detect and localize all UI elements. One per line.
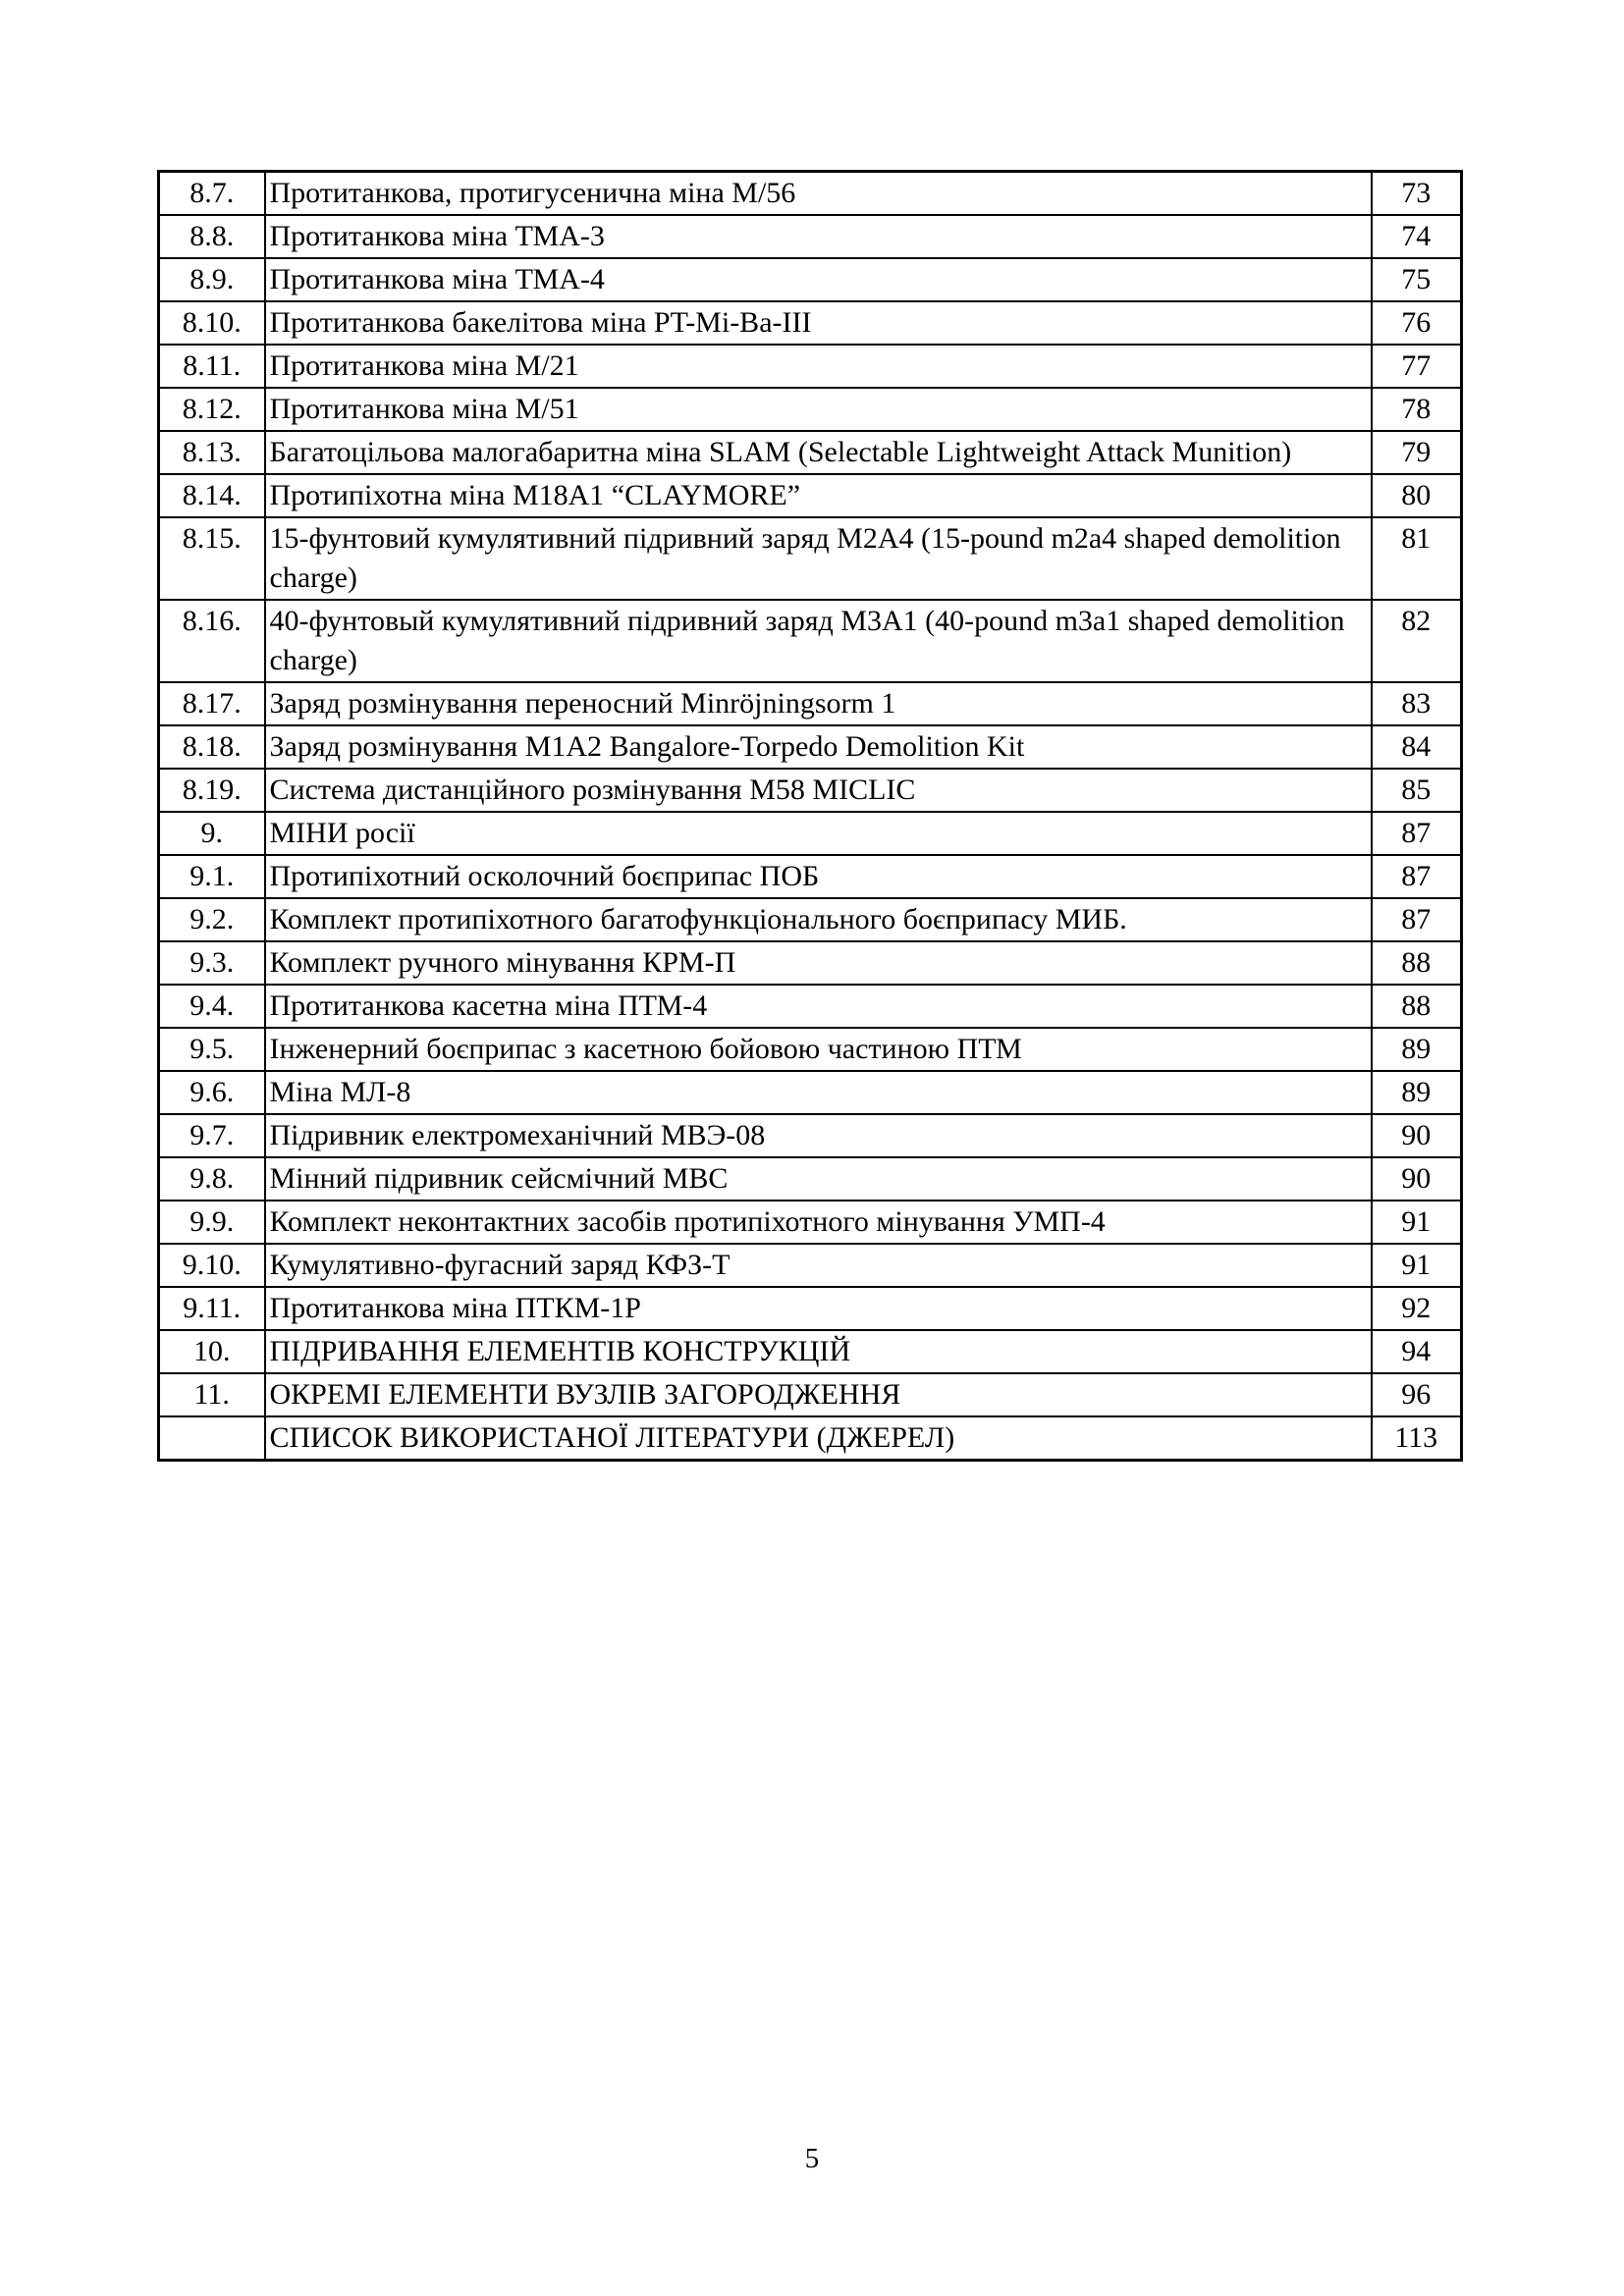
section-page: 83 bbox=[1372, 682, 1462, 725]
section-number: 9.11. bbox=[159, 1287, 265, 1330]
section-page: 88 bbox=[1372, 941, 1462, 985]
section-title: ОКРЕМІ ЕЛЕМЕНТИ ВУЗЛІВ ЗАГОРОДЖЕННЯ bbox=[265, 1373, 1372, 1416]
section-page: 80 bbox=[1372, 474, 1462, 517]
section-number: 9.4. bbox=[159, 985, 265, 1028]
section-number bbox=[159, 1416, 265, 1461]
section-page: 82 bbox=[1372, 600, 1462, 682]
section-title: Протипіхотна міна М18А1 “CLAYMORE” bbox=[265, 474, 1372, 517]
section-title: ПІДРИВАННЯ ЕЛЕМЕНТІВ КОНСТРУКЦІЙ bbox=[265, 1330, 1372, 1373]
section-number: 9.6. bbox=[159, 1071, 265, 1114]
section-title: Комплект протипіхотного багатофункціонального боєприпасу МИБ. bbox=[265, 898, 1372, 941]
section-number: 9. bbox=[159, 812, 265, 855]
section-page: 90 bbox=[1372, 1114, 1462, 1157]
section-number: 11. bbox=[159, 1373, 265, 1416]
section-page: 87 bbox=[1372, 812, 1462, 855]
toc-row bbox=[159, 345, 1462, 388]
section-page: 92 bbox=[1372, 1287, 1462, 1330]
section-page: 96 bbox=[1372, 1373, 1462, 1416]
section-number: 8.11. bbox=[159, 345, 265, 388]
section-number: 8.16. bbox=[159, 600, 265, 682]
toc-row bbox=[159, 769, 1462, 812]
toc-row bbox=[159, 1373, 1462, 1416]
section-page: 73 bbox=[1372, 172, 1462, 216]
section-number: 9.3. bbox=[159, 941, 265, 985]
section-page: 90 bbox=[1372, 1157, 1462, 1201]
section-number: 8.14. bbox=[159, 474, 265, 517]
section-title: Протитанкова бакелітова міна PT-Mi-Ba-III bbox=[265, 301, 1372, 345]
section-number: 9.1. bbox=[159, 855, 265, 898]
section-number: 8.12. bbox=[159, 388, 265, 431]
section-number: 8.17. bbox=[159, 682, 265, 725]
section-title: Протипіхотний осколочний боєприпас ПОБ bbox=[265, 855, 1372, 898]
section-page: 79 bbox=[1372, 431, 1462, 474]
toc-row bbox=[159, 474, 1462, 517]
toc-row bbox=[159, 1416, 1462, 1461]
section-page: 85 bbox=[1372, 769, 1462, 812]
section-number: 8.13. bbox=[159, 431, 265, 474]
section-page: 87 bbox=[1372, 898, 1462, 941]
section-title: Протитанкова міна М/51 bbox=[265, 388, 1372, 431]
section-page: 91 bbox=[1372, 1201, 1462, 1244]
section-title: Комплект неконтактних засобів протипіхотного мінування УМП-4 bbox=[265, 1201, 1372, 1244]
toc-row bbox=[159, 301, 1462, 345]
section-page: 113 bbox=[1372, 1416, 1462, 1461]
section-title: Заряд розмінування переносний Minröjningsorm 1 bbox=[265, 682, 1372, 725]
section-title: 15-фунтовий кумулятивний підривний заряд М2А4 (15-pound m2a4 shaped demolition charge) bbox=[265, 517, 1372, 600]
section-title: Заряд розмінування М1А2 Bangalore-Torpedo Demolition Kit bbox=[265, 725, 1372, 769]
section-number: 8.10. bbox=[159, 301, 265, 345]
section-title: СПИСОК ВИКОРИСТАНОЇ ЛІТЕРАТУРИ (ДЖЕРЕЛ) bbox=[265, 1416, 1372, 1461]
section-page: 89 bbox=[1372, 1028, 1462, 1071]
toc-row bbox=[159, 1157, 1462, 1201]
section-number: 8.9. bbox=[159, 258, 265, 301]
toc-row bbox=[159, 388, 1462, 431]
toc-row bbox=[159, 1201, 1462, 1244]
section-title: Інженерний боєприпас з касетною бойовою частиною ПТМ bbox=[265, 1028, 1372, 1071]
section-number: 10. bbox=[159, 1330, 265, 1373]
section-number: 9.9. bbox=[159, 1201, 265, 1244]
toc-row bbox=[159, 258, 1462, 301]
section-page: 74 bbox=[1372, 215, 1462, 258]
section-page: 89 bbox=[1372, 1071, 1462, 1114]
section-number: 9.7. bbox=[159, 1114, 265, 1157]
toc-row bbox=[159, 172, 1462, 216]
section-title: Протитанкова міна ТМА-4 bbox=[265, 258, 1372, 301]
toc-row bbox=[159, 1287, 1462, 1330]
section-title: Міна МЛ-8 bbox=[265, 1071, 1372, 1114]
section-page: 77 bbox=[1372, 345, 1462, 388]
section-title: Протитанкова міна ПТКМ-1Р bbox=[265, 1287, 1372, 1330]
section-number: 9.10. bbox=[159, 1244, 265, 1287]
toc-row bbox=[159, 1071, 1462, 1114]
section-number: 8.18. bbox=[159, 725, 265, 769]
section-page: 88 bbox=[1372, 985, 1462, 1028]
section-page: 91 bbox=[1372, 1244, 1462, 1287]
section-title: Багатоцільова малогабаритна міна SLAM (Selectable Lightweight Attack Munition) bbox=[265, 431, 1372, 474]
section-number: 8.8. bbox=[159, 215, 265, 258]
toc-row bbox=[159, 855, 1462, 898]
section-page: 75 bbox=[1372, 258, 1462, 301]
section-title: Підривник електромеханічний МВЭ-08 bbox=[265, 1114, 1372, 1157]
section-page: 94 bbox=[1372, 1330, 1462, 1373]
section-title: Система дистанційного розмінування М58 MICLIC bbox=[265, 769, 1372, 812]
section-page: 78 bbox=[1372, 388, 1462, 431]
toc-row bbox=[159, 898, 1462, 941]
section-title: Комплект ручного мінування КРМ-П bbox=[265, 941, 1372, 985]
section-title: Протитанкова касетна міна ПТМ-4 bbox=[265, 985, 1372, 1028]
section-title: 40-фунтовый кумулятивний підривний заряд М3А1 (40-pound m3a1 shaped demolition charge) bbox=[265, 600, 1372, 682]
toc-row bbox=[159, 1330, 1462, 1373]
section-number: 8.15. bbox=[159, 517, 265, 600]
section-title: Кумулятивно-фугасний заряд КФЗ-Т bbox=[265, 1244, 1372, 1287]
toc-row bbox=[159, 812, 1462, 855]
section-page: 84 bbox=[1372, 725, 1462, 769]
toc-row bbox=[159, 600, 1462, 682]
toc-row bbox=[159, 725, 1462, 769]
section-number: 8.7. bbox=[159, 172, 265, 216]
section-number: 8.19. bbox=[159, 769, 265, 812]
toc-row bbox=[159, 1244, 1462, 1287]
toc-row bbox=[159, 517, 1462, 600]
page-number: 5 bbox=[804, 2143, 820, 2174]
section-number: 9.8. bbox=[159, 1157, 265, 1201]
section-title: Протитанкова міна ТМА-3 bbox=[265, 215, 1372, 258]
toc-row bbox=[159, 215, 1462, 258]
toc-row bbox=[159, 985, 1462, 1028]
section-page: 76 bbox=[1372, 301, 1462, 345]
toc-row bbox=[159, 431, 1462, 474]
section-title: Мінний підривник сейсмічний МВС bbox=[265, 1157, 1372, 1201]
section-number: 9.2. bbox=[159, 898, 265, 941]
section-page: 87 bbox=[1372, 855, 1462, 898]
section-title: МІНИ росії bbox=[265, 812, 1372, 855]
toc-row bbox=[159, 1114, 1462, 1157]
toc-row bbox=[159, 682, 1462, 725]
section-number: 9.5. bbox=[159, 1028, 265, 1071]
section-title: Протитанкова, протигусенична міна М/56 bbox=[265, 172, 1372, 216]
toc-table bbox=[157, 170, 1463, 1462]
section-page: 81 bbox=[1372, 517, 1462, 600]
toc-row bbox=[159, 941, 1462, 985]
toc-row bbox=[159, 1028, 1462, 1071]
section-title: Протитанкова міна М/21 bbox=[265, 345, 1372, 388]
